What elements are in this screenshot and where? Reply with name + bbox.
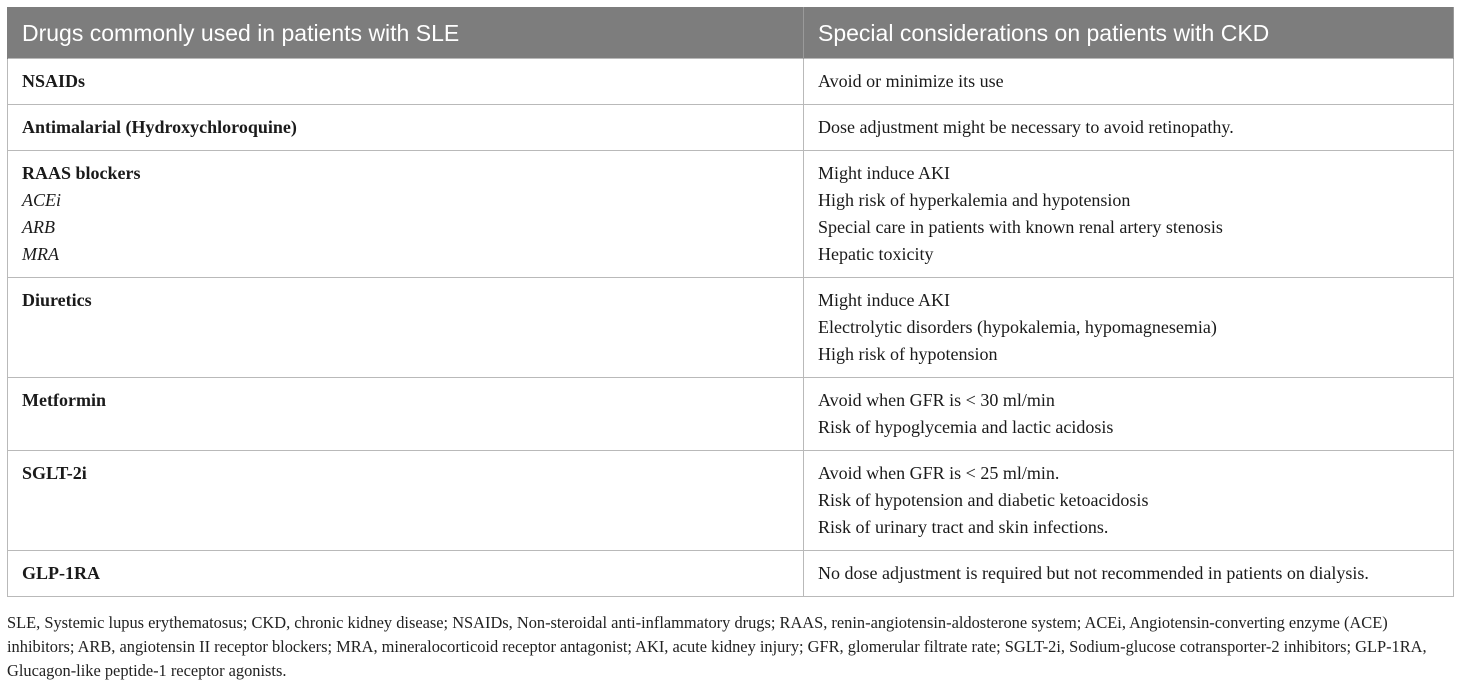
drug-cell <box>8 151 804 278</box>
drug-name: Metformin <box>22 390 106 410</box>
notes-cell <box>804 551 1454 597</box>
drug-subclass: ACEi <box>22 190 61 210</box>
drug-table-container <box>7 7 1453 597</box>
drug-cell <box>8 59 804 105</box>
notes-cell <box>804 378 1454 451</box>
note-line: Might induce AKI <box>818 290 950 310</box>
table-footnote: SLE, Systemic lupus erythematosus; CKD, chronic kidney disease; NSAIDs, Non-steroidal anti-inflammatory drugs; RAAS, renin-angiotensin-aldosterone system; ACEi, Angiotensin-converting enzyme (ACE) inhibitors; ARB, angiotensin II receptor blockers; MRA, mineralocorticoid receptor antagonist; AKI, acute kidney injury; GFR, glomerular filtrate rate; SGLT-2i, Sodium-glucose cotransporter-2 inhibitors; GLP-1RA, Glucagon-like peptide-1 receptor agonists. <box>7 613 1427 680</box>
drug-cell <box>8 551 804 597</box>
note-line: No dose adjustment is required but not recommended in patients on dialysis. <box>818 563 1369 583</box>
note-line: Might induce AKI <box>818 163 950 183</box>
note-line: Electrolytic disorders (hypokalemia, hypomagnesemia) <box>818 317 1217 337</box>
note-line: Risk of hypotension and diabetic ketoacidosis <box>818 490 1149 510</box>
table-row <box>8 151 1454 278</box>
table-row <box>8 451 1454 551</box>
table-row <box>8 105 1454 151</box>
table-row <box>8 278 1454 378</box>
drug-name: RAAS blockers <box>22 163 141 183</box>
note-line: High risk of hyperkalemia and hypotension <box>818 190 1131 210</box>
header-considerations: Special considerations on patients with CKD <box>804 8 1454 59</box>
drug-cell <box>8 378 804 451</box>
note-line: High risk of hypotension <box>818 344 998 364</box>
drug-name: NSAIDs <box>22 71 86 91</box>
notes-cell <box>804 151 1454 278</box>
notes-cell <box>804 278 1454 378</box>
notes-cell <box>804 59 1454 105</box>
note-line: Special care in patients with known renal artery stenosis <box>818 217 1223 237</box>
note-line: Avoid when GFR is < 30 ml/min <box>818 390 1055 410</box>
drug-name: Antimalarial (Hydroxychloroquine) <box>22 117 297 137</box>
drug-subclass: MRA <box>22 244 59 264</box>
drug-cell <box>8 451 804 551</box>
drug-considerations-table <box>7 7 1454 597</box>
note-line: Dose adjustment might be necessary to avoid retinopathy. <box>818 117 1234 137</box>
drug-name: SGLT-2i <box>22 463 87 483</box>
note-line: Risk of urinary tract and skin infections. <box>818 517 1109 537</box>
drug-cell <box>8 278 804 378</box>
drug-subclass: ARB <box>22 217 55 237</box>
note-line: Risk of hypoglycemia and lactic acidosis <box>818 417 1114 437</box>
notes-cell <box>804 451 1454 551</box>
table-header-row <box>8 8 1454 59</box>
notes-cell <box>804 105 1454 151</box>
drug-name: Diuretics <box>22 290 92 310</box>
table-row <box>8 378 1454 451</box>
drug-name: GLP-1RA <box>22 563 100 583</box>
note-line: Hepatic toxicity <box>818 244 934 264</box>
note-line: Avoid when GFR is < 25 ml/min. <box>818 463 1060 483</box>
note-line: Avoid or minimize its use <box>818 71 1004 91</box>
table-row <box>8 59 1454 105</box>
header-drugs: Drugs commonly used in patients with SLE <box>8 8 804 59</box>
drug-cell <box>8 105 804 151</box>
table-row <box>8 551 1454 597</box>
